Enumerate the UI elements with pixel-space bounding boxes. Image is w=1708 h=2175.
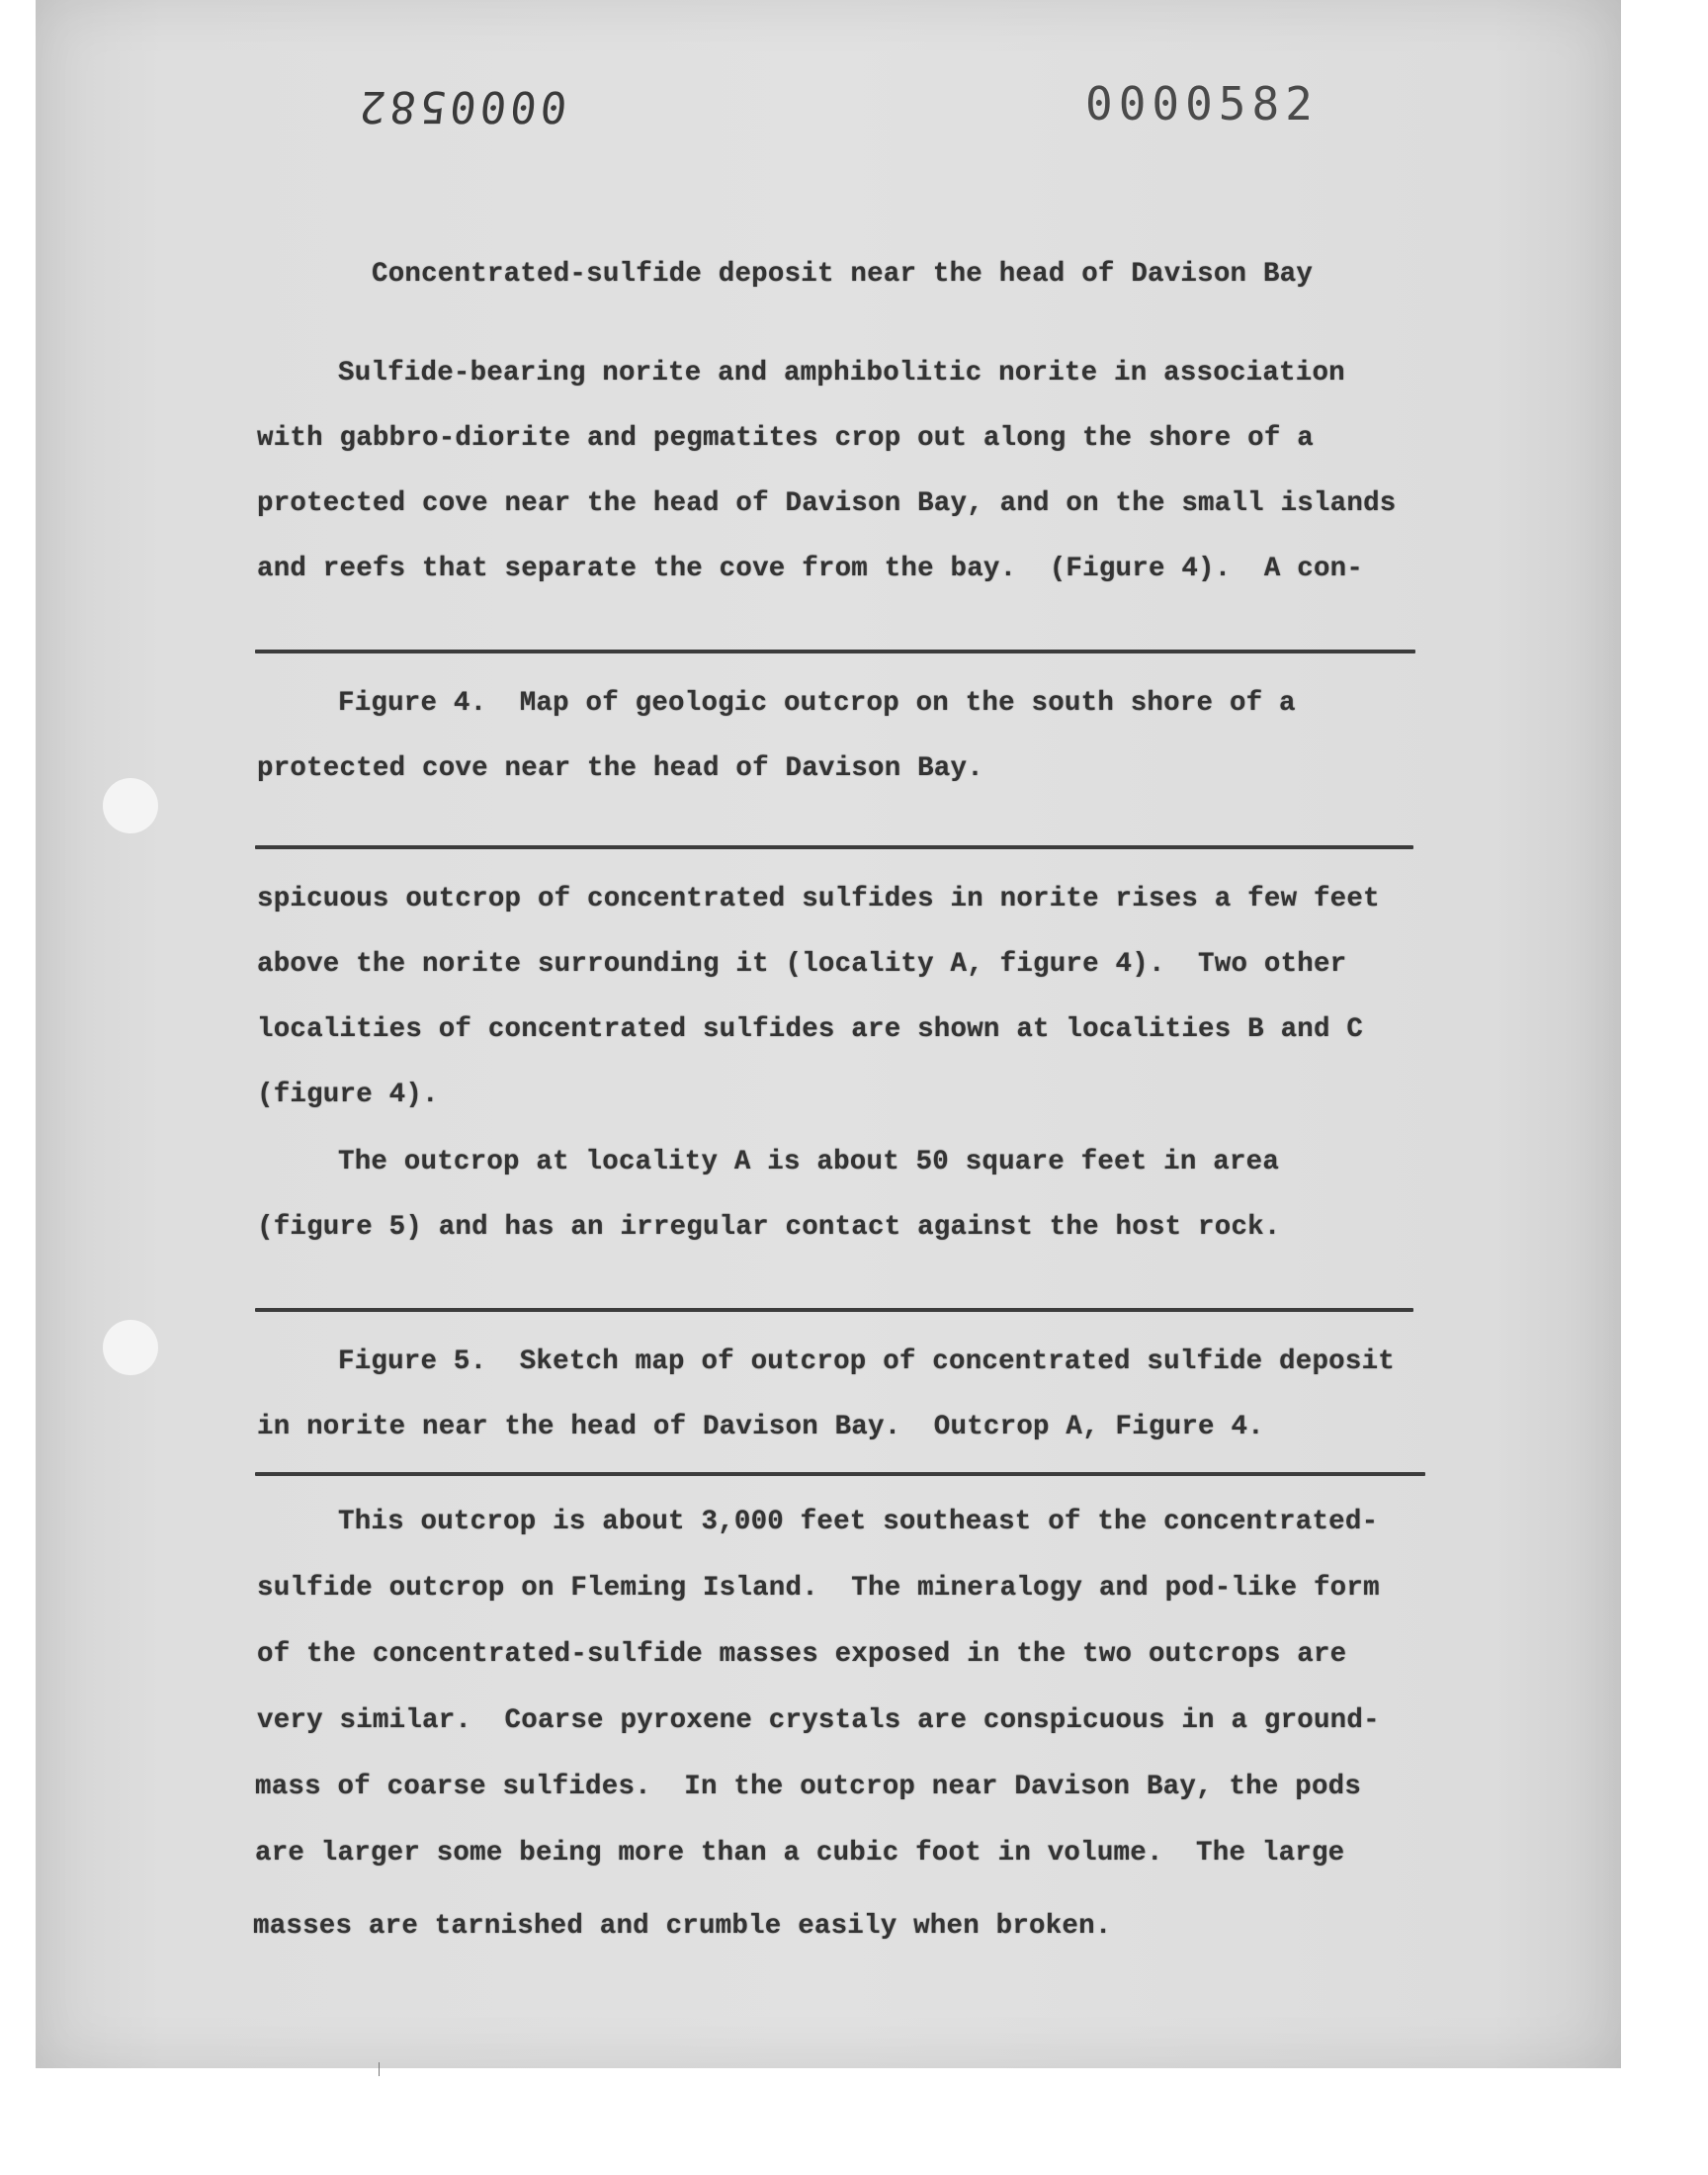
figure-divider-rule: [255, 650, 1415, 653]
paragraph-line: mass of coarse sulfides. In the outcrop near Davison Bay, the pods: [255, 1772, 1362, 1802]
page-title: Concentrated-sulfide deposit near the head of Davison Bay: [372, 259, 1314, 290]
paragraph-line: very similar. Coarse pyroxene crystals are conspicuous in a ground-: [257, 1705, 1380, 1736]
figure-divider-rule: [255, 1472, 1425, 1476]
paragraph-line: and reefs that separate the cove from the bay. (Figure 4). A con-: [257, 554, 1364, 584]
figure-divider-rule: [255, 1308, 1413, 1312]
paragraph-line: (figure 4).: [257, 1080, 439, 1110]
figure-caption-line: in norite near the head of Davison Bay. Outcrop A, Figure 4.: [257, 1412, 1264, 1442]
punch-hole-lower: [103, 1320, 158, 1375]
paragraph-line: Sulfide-bearing norite and amphibolitic norite in association: [338, 358, 1345, 389]
figure-caption-line: Figure 4. Map of geologic outcrop on the south shore of a: [338, 688, 1296, 719]
paragraph-line: This outcrop is about 3,000 feet southeast of the concentrated-: [338, 1507, 1379, 1537]
paragraph-line: protected cove near the head of Davison Bay, and on the small islands: [257, 488, 1397, 519]
paragraph-line: of the concentrated-sulfide masses exposed in the two outcrops are: [257, 1639, 1347, 1670]
figure-caption-line: Figure 5. Sketch map of outcrop of concentrated sulfide deposit: [338, 1347, 1395, 1377]
page-margin-strip: [1621, 0, 1708, 2068]
punch-hole-upper: [103, 778, 158, 833]
paragraph-line: spicuous outcrop of concentrated sulfides in norite rises a few feet: [257, 884, 1380, 914]
document-number-stamp: 0000582: [1085, 77, 1319, 130]
figure-divider-rule: [255, 845, 1413, 849]
paragraph-line: are larger some being more than a cubic foot in volume. The large: [255, 1838, 1345, 1869]
figure-caption-line: protected cove near the head of Davison Bay.: [257, 753, 983, 784]
paragraph-line: The outcrop at locality A is about 50 square feet in area: [338, 1147, 1280, 1177]
paragraph-line: (figure 5) and has an irregular contact against the host rock.: [257, 1212, 1281, 1243]
paragraph-line: localities of concentrated sulfides are shown at localities B and C: [257, 1014, 1364, 1045]
paragraph-line: masses are tarnished and crumble easily when broken.: [253, 1911, 1112, 1942]
paragraph-line: sulfide outcrop on Fleming Island. The mineralogy and pod-like form: [257, 1573, 1380, 1604]
paragraph-line: with gabbro-diorite and pegmatites crop out along the shore of a: [257, 423, 1314, 454]
document-number-stamp-inverted: 0000582: [353, 81, 570, 131]
paragraph-line: above the norite surrounding it (locality A, figure 4). Two other: [257, 949, 1347, 980]
scan-artifact-mark: [379, 2062, 380, 2076]
